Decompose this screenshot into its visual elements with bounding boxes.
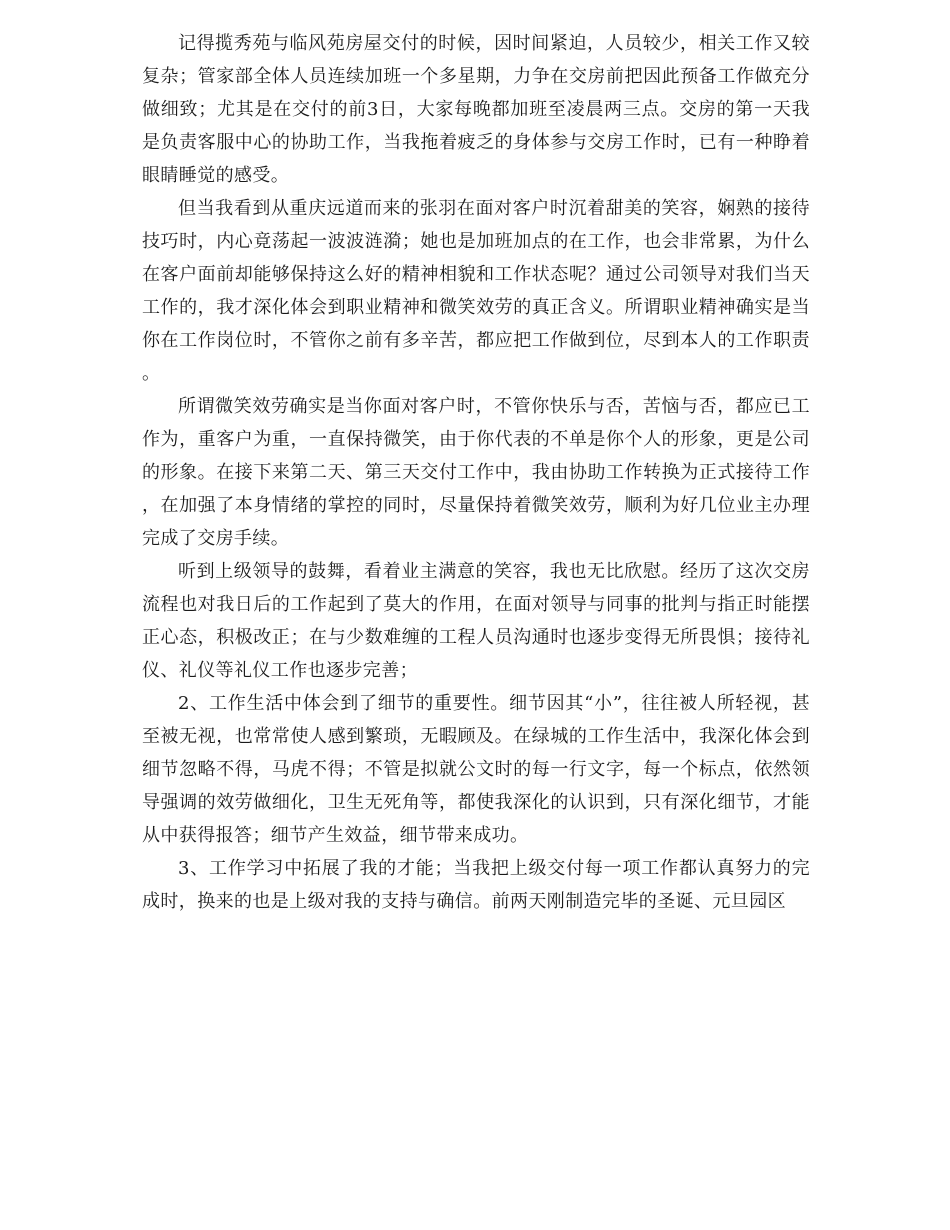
paragraph-3: 所谓微笑效劳确实是当你面对客户时，不管你快乐与否，苦恼与否，都应已工作为，重客户为重，一直保持微笑，由于你代表的不单是你个人的形象，更是公司的形象。在接下来第二天、第三天交付工作中，我由协助工作转换为正式接待工作，在加强了本身情绪的掌控的同时，尽量保持着微笑效劳，顺利为好几位业主办理完成了交房手续。 (142, 396, 810, 549)
paragraph-1: 记得揽秀苑与临风苑房屋交付的时候，因时间紧迫，人员较少，相关工作又较复杂；管家部全体人员连续加班一个多星期，力争在交房前把因此预备工作做充分做细致；尤其是在交付的前3日，大家每晚都加班至凌晨两三点。交房的第一天我是负责客服中心的协助工作，当我拖着疲乏的身体参与交房工作时，已有一种睁着眼睛睡觉的感受。 (142, 33, 810, 186)
paragraph-6: 3、工作学习中拓展了我的才能；当我把上级交付每一项工作都认真努力的完成时，换来的也是上级对我的支持与确信。前两天刚制造完毕的圣诞、元旦园区 (142, 858, 810, 912)
document-body (142, 27, 810, 918)
paragraph-5: 2、工作生活中体会到了细节的重要性。细节因其“小”，往往被人所轻视，甚至被无视，也常常使人感到繁琐，无暇顾及。在绿城的工作生活中，我深化体会到细节忽略不得，马虎不得；不管是拟就公文时的每一行文字，每一个标点，依然领导强调的效劳做细化，卫生无死角等，都使我深化的认识到，只有深化细节，才能从中获得报答；细节产生效益，细节带来成功。 (142, 693, 810, 846)
paragraph-4: 听到上级领导的鼓舞，看着业主满意的笑容，我也无比欣慰。经历了这次交房流程也对我日后的工作起到了莫大的作用，在面对领导与同事的批判与指正时能摆正心态，积极改正；在与少数难缠的工程人员沟通时也逐步变得无所畏惧；接待礼仪、礼仪等礼仪工作也逐步完善； (142, 561, 810, 681)
paragraph-2: 但当我看到从重庆远道而来的张羽在面对客户时沉着甜美的笑容，娴熟的接待技巧时，内心竟荡起一波波涟漪；她也是加班加点的在工作，也会非常累，为什么在客户面前却能够保持这么好的精神相貌和工作状态呢？通过公司领导对我们当天工作的，我才深化体会到职业精神和微笑效劳的真正含义。所谓职业精神确实是当你在工作岗位时，不管你之前有多辛苦，都应把工作做到位，尽到本人的工作职责。 (142, 198, 810, 384)
